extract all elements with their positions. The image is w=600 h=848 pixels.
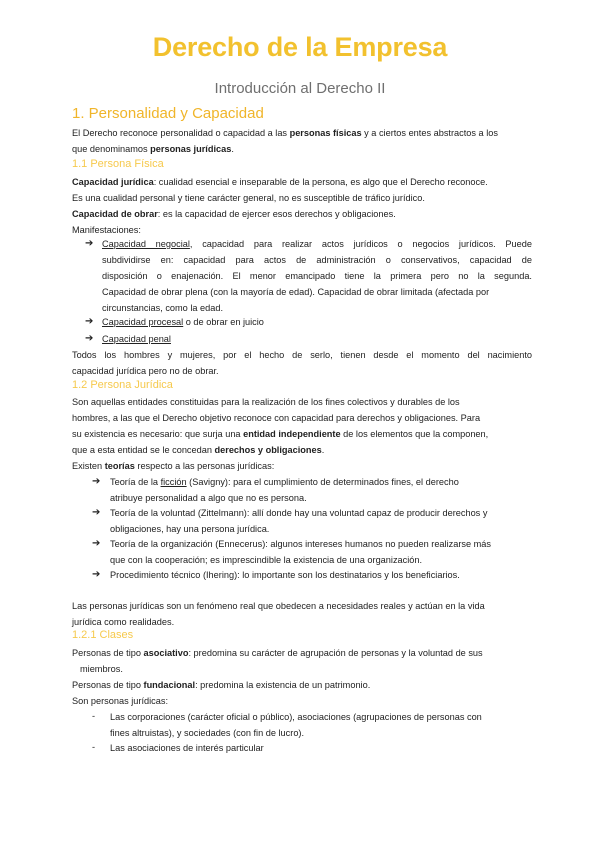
list-item-corporaciones: Las corporaciones (carácter oficial o público), asociaciones (agrupaciones de personas con fines altruistas), y sociedades (con fin de lucro). bbox=[110, 712, 482, 738]
list-item-asociaciones: Las asociaciones de interés particular bbox=[110, 743, 264, 753]
clases-text: Personas de tipo asociativo: predomina su carácter de agrupación de personas y la voluntad de sus miembros. Personas de tipo fundacional: predomina la existencia de un patrimonio. Son personas jurídicas: bbox=[72, 648, 483, 706]
dash-bullet: - bbox=[92, 711, 96, 721]
arrow-bullet-icon: ➔ bbox=[85, 316, 94, 327]
persona-fisica-text: Capacidad jurídica: cualidad esencial e inseparable de la persona, es algo que el Derecho reconoce. Es una cualidad personal y tiene carácter general, no es susceptible de tráfico jurídico. Capacidad de obrar: es la capacidad de ejercer esos derechos y obligaciones. Manifestaciones: bbox=[72, 177, 488, 235]
list-item-capacidad-negocial: Capacidad negocial, capacidad para realizar actos jurídicos o negocios jurídicos. Puede subdividirse en: capacidad para actos de administración o conservativos, capacidad de disposición o enajenación. El menor emancipado tiene la primera pero no la segunda. Capacidad de obrar plena (con la mayoría de edad). Capacidad de obrar limitada (afectada por circunstancias, como la edad. bbox=[102, 239, 532, 313]
section-heading-persona-fisica: 1.1 Persona Física bbox=[72, 158, 164, 170]
section-heading-personalidad: 1. Personalidad y Capacidad bbox=[72, 105, 264, 122]
section-heading-clases: 1.2.1 Clases bbox=[72, 629, 134, 641]
list-item-procedimiento-tecnico: Procedimiento técnico (Ihering): lo importante son los destinatarios y los beneficiarios. bbox=[110, 570, 460, 580]
list-item-teoria-voluntad: Teoría de la voluntad (Zittelmann): allí donde hay una voluntad capaz de producir derechos y obligaciones, hay una persona jurídica. bbox=[110, 508, 488, 534]
persona-juridica-closing: Las personas jurídicas son un fenómeno real que obedecen a necesidades reales y actúan en la vida jurídica como realidades. bbox=[72, 601, 485, 627]
persona-juridica-text: Son aquellas entidades constituidas para la realización de los fines colectivos y durables de los hombres, a las que el Derecho objetivo reconoce con capacidad para derechos y obligaciones. Para su existencia es necesario: que surja una entidad independiente de los elementos que la componen, que a esta entidad se le concedan derechos y obligaciones. Existen teorías respecto a las personas jurídicas: bbox=[72, 397, 489, 471]
list-item-teoria-ficcion: Teoría de la ficción (Savigny): para el cumplimiento de determinados fines, el derecho atribuye personalidad a algo que no es persona. bbox=[110, 477, 459, 503]
persona-fisica-closing: Todos los hombres y mujeres, por el hecho de serlo, tienen desde el momento del nacimiento capacidad jurídica pero no de obrar. bbox=[72, 350, 532, 376]
arrow-bullet-icon: ➔ bbox=[85, 238, 94, 249]
list-item-capacidad-procesal: Capacidad procesal o de obrar en juicio bbox=[102, 317, 264, 327]
section-heading-persona-juridica: 1.2 Persona Jurídica bbox=[72, 379, 173, 391]
dash-bullet: - bbox=[92, 742, 96, 752]
arrow-bullet-icon: ➔ bbox=[92, 507, 101, 518]
document-subtitle: Introducción al Derecho II bbox=[214, 80, 386, 97]
arrow-bullet-icon: ➔ bbox=[92, 538, 101, 549]
arrow-bullet-icon: ➔ bbox=[85, 333, 94, 344]
arrow-bullet-icon: ➔ bbox=[92, 476, 101, 487]
list-item-capacidad-penal: Capacidad penal bbox=[102, 334, 171, 344]
list-item-teoria-organizacion: Teoría de la organización (Ennecerus): algunos intereses humanos no pueden realizarse más que con la cooperación; es imprescindible la existencia de una organización. bbox=[110, 539, 491, 565]
section1-intro: El Derecho reconoce personalidad o capacidad a las personas físicas y a ciertos entes abstractos a los que denominamos personas jurídicas. bbox=[72, 128, 498, 154]
arrow-bullet-icon: ➔ bbox=[92, 569, 101, 580]
document-title: Derecho de la Empresa bbox=[152, 32, 448, 62]
